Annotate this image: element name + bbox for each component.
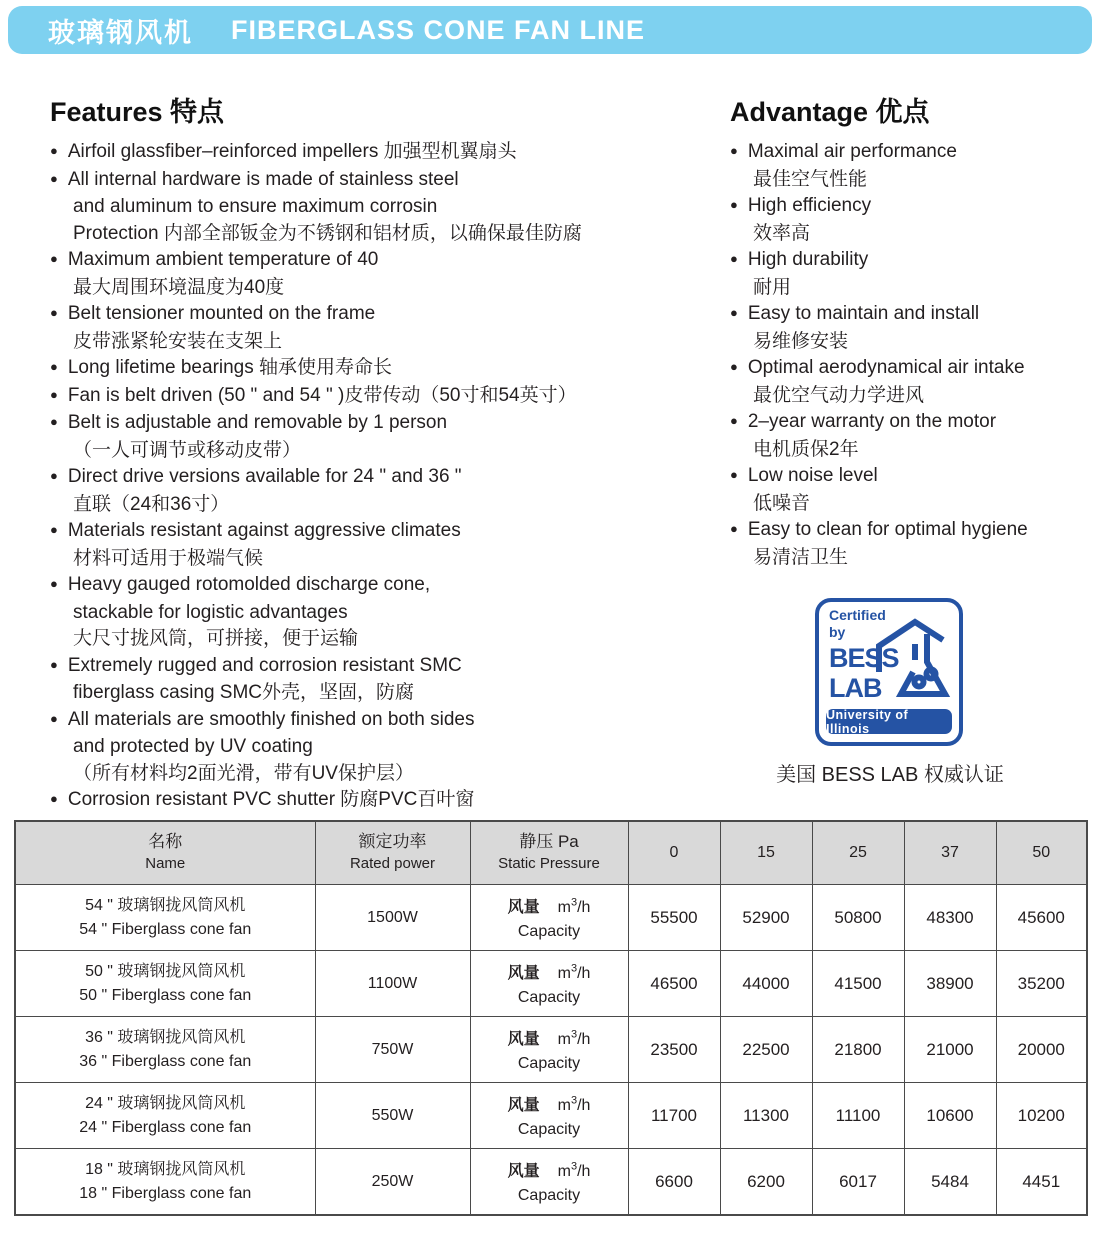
fan-name-cell: [15, 1083, 315, 1149]
feature-line: Long lifetime bearings 轴承使用寿命长: [67, 357, 393, 378]
capacity-unit: $m^3/h$: [557, 1028, 591, 1049]
bullet-icon: ●: [730, 305, 738, 320]
advantages-section: [730, 90, 1090, 571]
bullet-icon: ●: [50, 170, 58, 186]
capacity-cell: [470, 951, 628, 1017]
capacity-value: 22500: [720, 1017, 812, 1083]
capacity-value: 11700: [628, 1083, 720, 1149]
table-row: [15, 885, 1087, 951]
capacity-value: 41500: [812, 951, 904, 1017]
bullet-icon: ●: [50, 576, 58, 591]
col-header-rated-power: [315, 821, 470, 885]
feature-line: Maximum ambient temperature of 40: [67, 249, 379, 270]
fan-name-cell: [15, 1017, 315, 1083]
badge-university-label: University of Illinois: [826, 709, 952, 734]
feature-item: [50, 301, 700, 355]
advantage-item: [730, 247, 1090, 301]
advantage-line: 耐用: [753, 276, 792, 298]
capacity-value: 46500: [628, 951, 720, 1017]
capacity-value: 44000: [720, 951, 812, 1017]
bullet-icon: ●: [730, 413, 738, 428]
advantage-line: Low noise level: [747, 465, 878, 486]
bullet-icon: ●: [50, 386, 58, 402]
col-pressure-en: Static Pressure: [498, 855, 600, 872]
feature-item: [50, 787, 700, 815]
feature-line: Protection 内部全部钣金为不锈钢和铝材质，以确保最佳防腐: [73, 222, 582, 244]
feature-line: Belt tensioner mounted on the frame: [67, 303, 376, 324]
bullet-icon: ●: [50, 522, 58, 537]
col-name-en: Name: [145, 855, 186, 872]
badge-lab: LAB: [829, 673, 882, 703]
feature-line: and protected by UV coating: [73, 736, 313, 757]
advantage-line: 易清洁卫生: [753, 546, 849, 568]
banner-title-zh: 玻璃钢风机: [48, 17, 193, 48]
col-header-pressure-0: 0: [628, 821, 720, 885]
capacity-cell: [470, 1017, 628, 1083]
bullet-icon: ●: [730, 521, 738, 536]
bullet-icon: ●: [50, 468, 58, 483]
fan-name-cell: [15, 1149, 315, 1216]
feature-line: and aluminum to ensure maximum corrosin: [73, 196, 438, 217]
rated-power-cell: 750W: [315, 1017, 470, 1083]
advantage-line: 效率高: [753, 222, 811, 244]
table-row: [15, 1149, 1087, 1216]
advantage-item: [730, 463, 1090, 517]
capacity-cell: [470, 1149, 628, 1216]
feature-line: Belt is adjustable and removable by 1 person: [67, 412, 448, 433]
fan-name-en: 18 " Fiberglass cone fan: [79, 1184, 252, 1202]
fan-name-cell: [15, 951, 315, 1017]
advantage-item: [730, 517, 1090, 571]
capacity-value: 11300: [720, 1083, 812, 1149]
title-banner: [8, 6, 1092, 54]
col-name-zh: 名称: [148, 832, 183, 851]
fan-name-zh: 24 " 玻璃钢拢风筒风机: [85, 1094, 246, 1112]
capacity-value: 6600: [628, 1149, 720, 1216]
feature-line: Airfoil glassfiber–reinforced impellers 加强型机翼扇头: [67, 141, 517, 162]
bullet-icon: ●: [50, 414, 58, 429]
features-section: [50, 90, 700, 815]
rated-power-cell: 1500W: [315, 885, 470, 951]
spec-table: [14, 820, 1088, 1216]
capacity-label-en: Capacity: [517, 923, 581, 941]
capacity-unit: $m^3/h$: [557, 962, 591, 983]
advantage-item: [730, 139, 1090, 193]
advantage-line: Optimal aerodynamical air intake: [747, 357, 1025, 378]
fan-name-zh: 50 " 玻璃钢拢风筒风机: [85, 962, 246, 980]
capacity-value: 4451: [996, 1149, 1087, 1216]
bullet-icon: ●: [730, 359, 738, 374]
bullet-icon: ●: [730, 197, 738, 212]
table-row: [15, 951, 1087, 1017]
capacity-value: 50800: [812, 885, 904, 951]
feature-line: All internal hardware is made of stainless steel: [67, 168, 459, 190]
feature-line: （一人可调节或移动皮带）: [73, 439, 302, 461]
feature-line: Materials resistant against aggressive climates: [67, 520, 461, 541]
col-header-static-pressure: [470, 821, 628, 885]
advantage-line: High durability: [747, 249, 869, 270]
badge-by: by: [829, 624, 846, 640]
advantage-line: 最佳空气性能: [753, 168, 868, 190]
feature-item: [50, 355, 700, 383]
advantage-line: Easy to clean for optimal hygiene: [747, 519, 1028, 540]
advantage-line: 2–year warranty on the motor: [747, 411, 997, 432]
banner-title-en: FIBERGLASS CONE FAN LINE: [231, 14, 646, 45]
capacity-value: 23500: [628, 1017, 720, 1083]
feature-item: [50, 410, 700, 464]
bullet-icon: ●: [50, 656, 58, 672]
capacity-label-en: Capacity: [517, 989, 581, 1007]
features-heading: Features 特点: [50, 97, 225, 127]
feature-item: [50, 247, 700, 301]
feature-line: 皮带涨紧轮安装在支架上: [73, 330, 283, 352]
capacity-value: 10200: [996, 1083, 1087, 1149]
bullet-icon: ●: [50, 305, 58, 320]
advantages-heading: Advantage 优点: [730, 97, 930, 127]
rated-power-cell: 550W: [315, 1083, 470, 1149]
advantage-line: 电机质保2年: [753, 438, 859, 460]
feature-item: [50, 518, 700, 572]
fan-name-en: 54 " Fiberglass cone fan: [79, 920, 252, 938]
capacity-label-en: Capacity: [517, 1187, 581, 1205]
capacity-label-en: Capacity: [517, 1055, 581, 1073]
capacity-value: 52900: [720, 885, 812, 951]
bullet-icon: ●: [730, 467, 738, 482]
feature-item: [50, 464, 700, 518]
capacity-label: 风量 $m^3/h$: [507, 1160, 591, 1181]
bullet-icon: ●: [50, 251, 58, 266]
col-power-zh: 额定功率: [358, 832, 427, 851]
table-header-row: [15, 821, 1087, 885]
advantage-line: 低噪音: [753, 492, 811, 514]
capacity-unit: $m^3/h$: [557, 1094, 591, 1115]
fan-name-cell: [15, 885, 315, 951]
col-header-pressure-50: 50: [996, 821, 1087, 885]
advantage-item: [730, 409, 1090, 463]
advantage-line: 最优空气动力学进风: [753, 384, 925, 406]
rated-power-cell: 250W: [315, 1149, 470, 1216]
capacity-unit: $m^3/h$: [557, 896, 591, 917]
fan-name-zh: 54 " 玻璃钢拢风筒风机: [85, 896, 246, 914]
badge-certified: Certified: [829, 607, 886, 623]
fan-name-zh: 18 " 玻璃钢拢风筒风机: [85, 1160, 246, 1178]
capacity-label: 风量 $m^3/h$: [507, 896, 591, 917]
advantage-item: [730, 301, 1090, 355]
bullet-icon: ●: [50, 710, 58, 726]
capacity-value: 10600: [904, 1083, 996, 1149]
advantage-item: [730, 193, 1090, 247]
advantage-line: Maximal air performance: [747, 141, 957, 162]
capacity-value: 21800: [812, 1017, 904, 1083]
bullet-icon: ●: [50, 791, 58, 806]
feature-line: All materials are smoothly finished on both sides: [67, 708, 475, 730]
feature-item: [50, 653, 700, 707]
capacity-label-en: Capacity: [517, 1121, 581, 1139]
feature-item: [50, 383, 700, 411]
col-header-name: [15, 821, 315, 885]
feature-item: [50, 139, 700, 167]
feature-line: 最大周围环境温度为40度: [73, 276, 285, 298]
col-power-en: Rated power: [349, 855, 436, 872]
capacity-label: 风量 $m^3/h$: [507, 1028, 591, 1049]
feature-line: 材料可适用于极端气候: [73, 547, 264, 569]
bullet-icon: ●: [50, 143, 58, 158]
capacity-value: 20000: [996, 1017, 1087, 1083]
capacity-value: 6200: [720, 1149, 812, 1216]
capacity-label: 风量 $m^3/h$: [507, 962, 591, 983]
house-flask-icon: [875, 616, 953, 708]
feature-line: Extremely rugged and corrosion resistant SMC: [67, 654, 462, 676]
capacity-value: 11100: [812, 1083, 904, 1149]
badge-bess: BESS: [829, 643, 899, 673]
capacity-label: 风量 $m^3/h$: [507, 1094, 591, 1115]
feature-line: Fan is belt driven (50 " and 54 " )皮带传动（50寸和54英寸）: [67, 384, 577, 406]
fan-name-zh: 36 " 玻璃钢拢风筒风机: [85, 1028, 246, 1046]
advantage-line: High efficiency: [747, 195, 872, 216]
feature-line: （所有材料均2面光滑，带有UV保护层）: [73, 762, 414, 784]
badge-caption: 美国 BESS LAB 权威认证: [776, 764, 1004, 786]
capacity-cell: [470, 885, 628, 951]
capacity-cell: [470, 1083, 628, 1149]
advantage-line: Easy to maintain and install: [747, 303, 980, 324]
capacity-unit: $m^3/h$: [557, 1160, 591, 1181]
fan-name-en: 50 " Fiberglass cone fan: [79, 986, 252, 1004]
capacity-value: 6017: [812, 1149, 904, 1216]
capacity-value: 38900: [904, 951, 996, 1017]
feature-line: 直联（24和36寸）: [73, 493, 230, 515]
feature-item: [50, 707, 700, 788]
col-header-pressure-37: 37: [904, 821, 996, 885]
feature-item: [50, 167, 700, 248]
bess-lab-badge: [815, 598, 963, 746]
advantage-line: 易维修安装: [753, 330, 849, 352]
advantage-item: [730, 355, 1090, 409]
col-header-pressure-25: 25: [812, 821, 904, 885]
feature-line: Corrosion resistant PVC shutter 防腐PVC百叶窗: [67, 789, 475, 810]
capacity-value: 21000: [904, 1017, 996, 1083]
capacity-value: 45600: [996, 885, 1087, 951]
feature-line: fiberglass casing SMC外壳，坚固，防腐: [73, 682, 415, 703]
capacity-value: 35200: [996, 951, 1087, 1017]
fan-name-en: 24 " Fiberglass cone fan: [79, 1118, 252, 1136]
feature-line: Direct drive versions available for 24 " and 36 ": [67, 466, 462, 487]
rated-power-cell: 1100W: [315, 951, 470, 1017]
capacity-value: 5484: [904, 1149, 996, 1216]
feature-item: [50, 572, 700, 653]
feature-line: 大尺寸拢风筒，可拼接，便于运输: [73, 628, 359, 649]
fan-name-en: 36 " Fiberglass cone fan: [79, 1052, 252, 1070]
feature-line: stackable for logistic advantages: [73, 601, 348, 623]
capacity-value: 48300: [904, 885, 996, 951]
table-row: [15, 1017, 1087, 1083]
bullet-icon: ●: [730, 143, 738, 158]
table-row: [15, 1083, 1087, 1149]
col-pressure-zh: 静压 Pa: [519, 832, 579, 851]
capacity-value: 55500: [628, 885, 720, 951]
col-header-pressure-15: 15: [720, 821, 812, 885]
bullet-icon: ●: [50, 359, 58, 374]
bullet-icon: ●: [730, 251, 738, 266]
feature-line: Heavy gauged rotomolded discharge cone,: [67, 574, 431, 595]
